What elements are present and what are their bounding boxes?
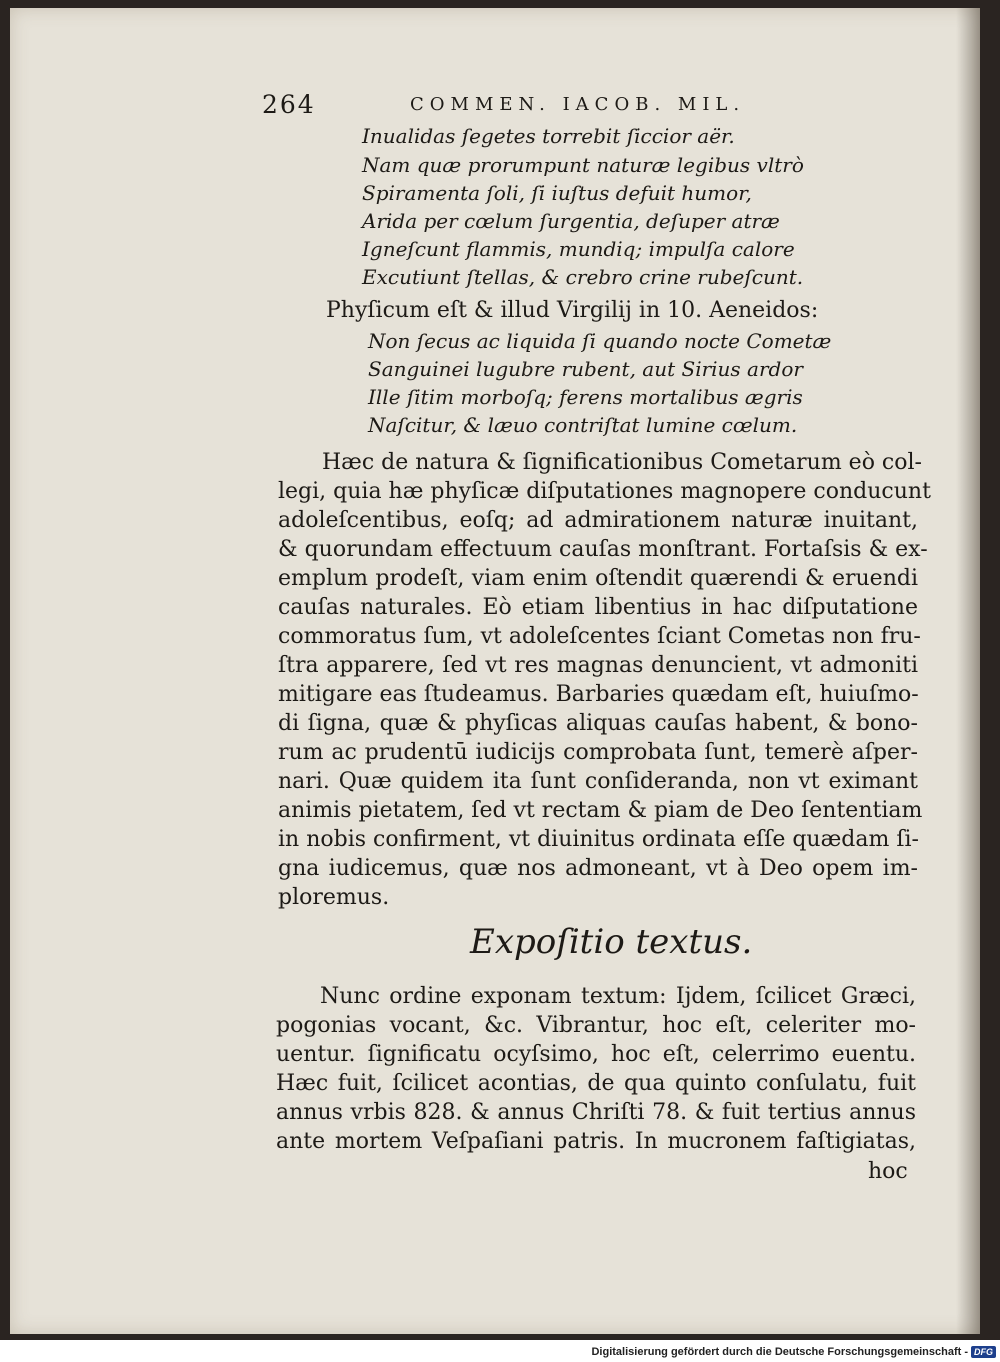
paragraph-line: gna iudicemus, quæ nos admoneant, vt à Deo opem im-	[278, 856, 918, 881]
verse-line: Arida per cœlum ſurgentia, deſuper atræ	[362, 209, 780, 233]
paragraph-line: & quorundam effectuum cauſas monſtrant. Fortaſsis & ex-	[278, 537, 928, 562]
verse-line: Sanguinei lugubre rubent, aut Sirius ardor	[368, 357, 803, 381]
page-edge-shadow	[956, 8, 980, 1334]
paragraph-line: adoleſcentibus, eoſq; ad admirationem naturæ inuitant,	[278, 508, 918, 533]
running-title: COMMEN. IACOB. MIL.	[410, 94, 746, 115]
paragraph-line: ploremus.	[278, 885, 390, 910]
paragraph-line: in nobis confirment, vt diuinitus ordinata eſſe quædam ſi-	[278, 827, 919, 852]
verse-line: Inualidas ſegetes torrebit ſiccior aër.	[362, 124, 735, 148]
paragraph-line: pogonias vocant, &c. Vibrantur, hoc eſt, celeriter mo-	[276, 1013, 916, 1038]
verse-line: Ille ſitim morboſq; ferens mortalibus ægris	[368, 385, 803, 409]
verse-line: Igneſcunt flammis, mundiq; impulſa calore	[362, 237, 795, 261]
paragraph-line: Hæc fuit, ſcilicet acontias, de qua quinto conſulatu, fuit	[276, 1071, 916, 1096]
verse-line: Nam quæ prorumpunt naturæ legibus vltrò	[362, 153, 804, 177]
digitization-footer	[591, 1344, 996, 1360]
paragraph-line: Nunc ordine exponam textum: Ijdem, ſcilicet Græci,	[320, 984, 916, 1009]
paragraph-line: rum ac prudentū iudicijs comprobata ſunt, temerè aſper-	[278, 740, 918, 765]
dfg-logo-icon: DFG	[971, 1346, 996, 1358]
verse-line: Non ſecus ac liquida ſi quando nocte Cometæ	[368, 329, 832, 353]
verse-intro: Phyſicum eſt & illud Virgilij in 10. Aeneidos:	[326, 298, 819, 323]
verse-line: Naſcitur, & læuo contriſtat lumine cœlum.	[368, 413, 798, 437]
catchword: hoc	[868, 1159, 908, 1184]
paragraph-line: ante mortem Veſpaſiani patris. In mucronem faſtigiatas,	[276, 1129, 916, 1154]
running-head	[262, 90, 822, 122]
paragraph-line: uentur. ſignificatu ocyſsimo, hoc eſt, celerrimo euentu.	[276, 1042, 916, 1067]
page-number: 264	[262, 90, 316, 119]
paragraph-line: annus vrbis 828. & annus Chriſti 78. & fuit tertius annus	[276, 1100, 916, 1125]
footer-credit: Digitalisierung gefördert durch die Deutsche Forschungsgemeinschaft -	[591, 1346, 968, 1358]
paragraph-line: mitigare eas ſtudeamus. Barbaries quædam eſt, huiuſmo-	[278, 682, 919, 707]
verse-line: Spiramenta ſoli, ſi iuſtus defuit humor,	[362, 181, 752, 205]
paragraph-line: emplum prodeſt, viam enim oſtendit quærendi & eruendi	[278, 566, 918, 591]
paragraph-line: Hæc de natura & ſignificationibus Cometarum eò col-	[322, 450, 922, 475]
paragraph-line: cauſas naturales. Eò etiam libentius in hac diſputatione	[278, 595, 918, 620]
paragraph-line: legi, quia hæ phyſicæ diſputationes magnopere conducunt	[278, 479, 931, 504]
paragraph-line: ſtra apparere, ſed vt res magnas denuncient, vt admoniti	[278, 653, 918, 678]
section-heading: Expoſitio textus.	[470, 922, 753, 962]
paragraph-line: nari. Quæ quidem ita ſunt conſideranda, non vt eximant	[278, 769, 918, 794]
verse-line: Excutiunt ſtellas, & crebro crine rubeſcunt.	[362, 265, 804, 289]
paragraph-line: di ſigna, quæ & phyſicas aliquas cauſas habent, & bono-	[278, 711, 918, 736]
paragraph-line: animis pietatem, ſed vt rectam & piam de Deo ſententiam	[278, 798, 923, 823]
paragraph-line: commoratus ſum, vt adoleſcentes ſciant Cometas non fru-	[278, 624, 921, 649]
